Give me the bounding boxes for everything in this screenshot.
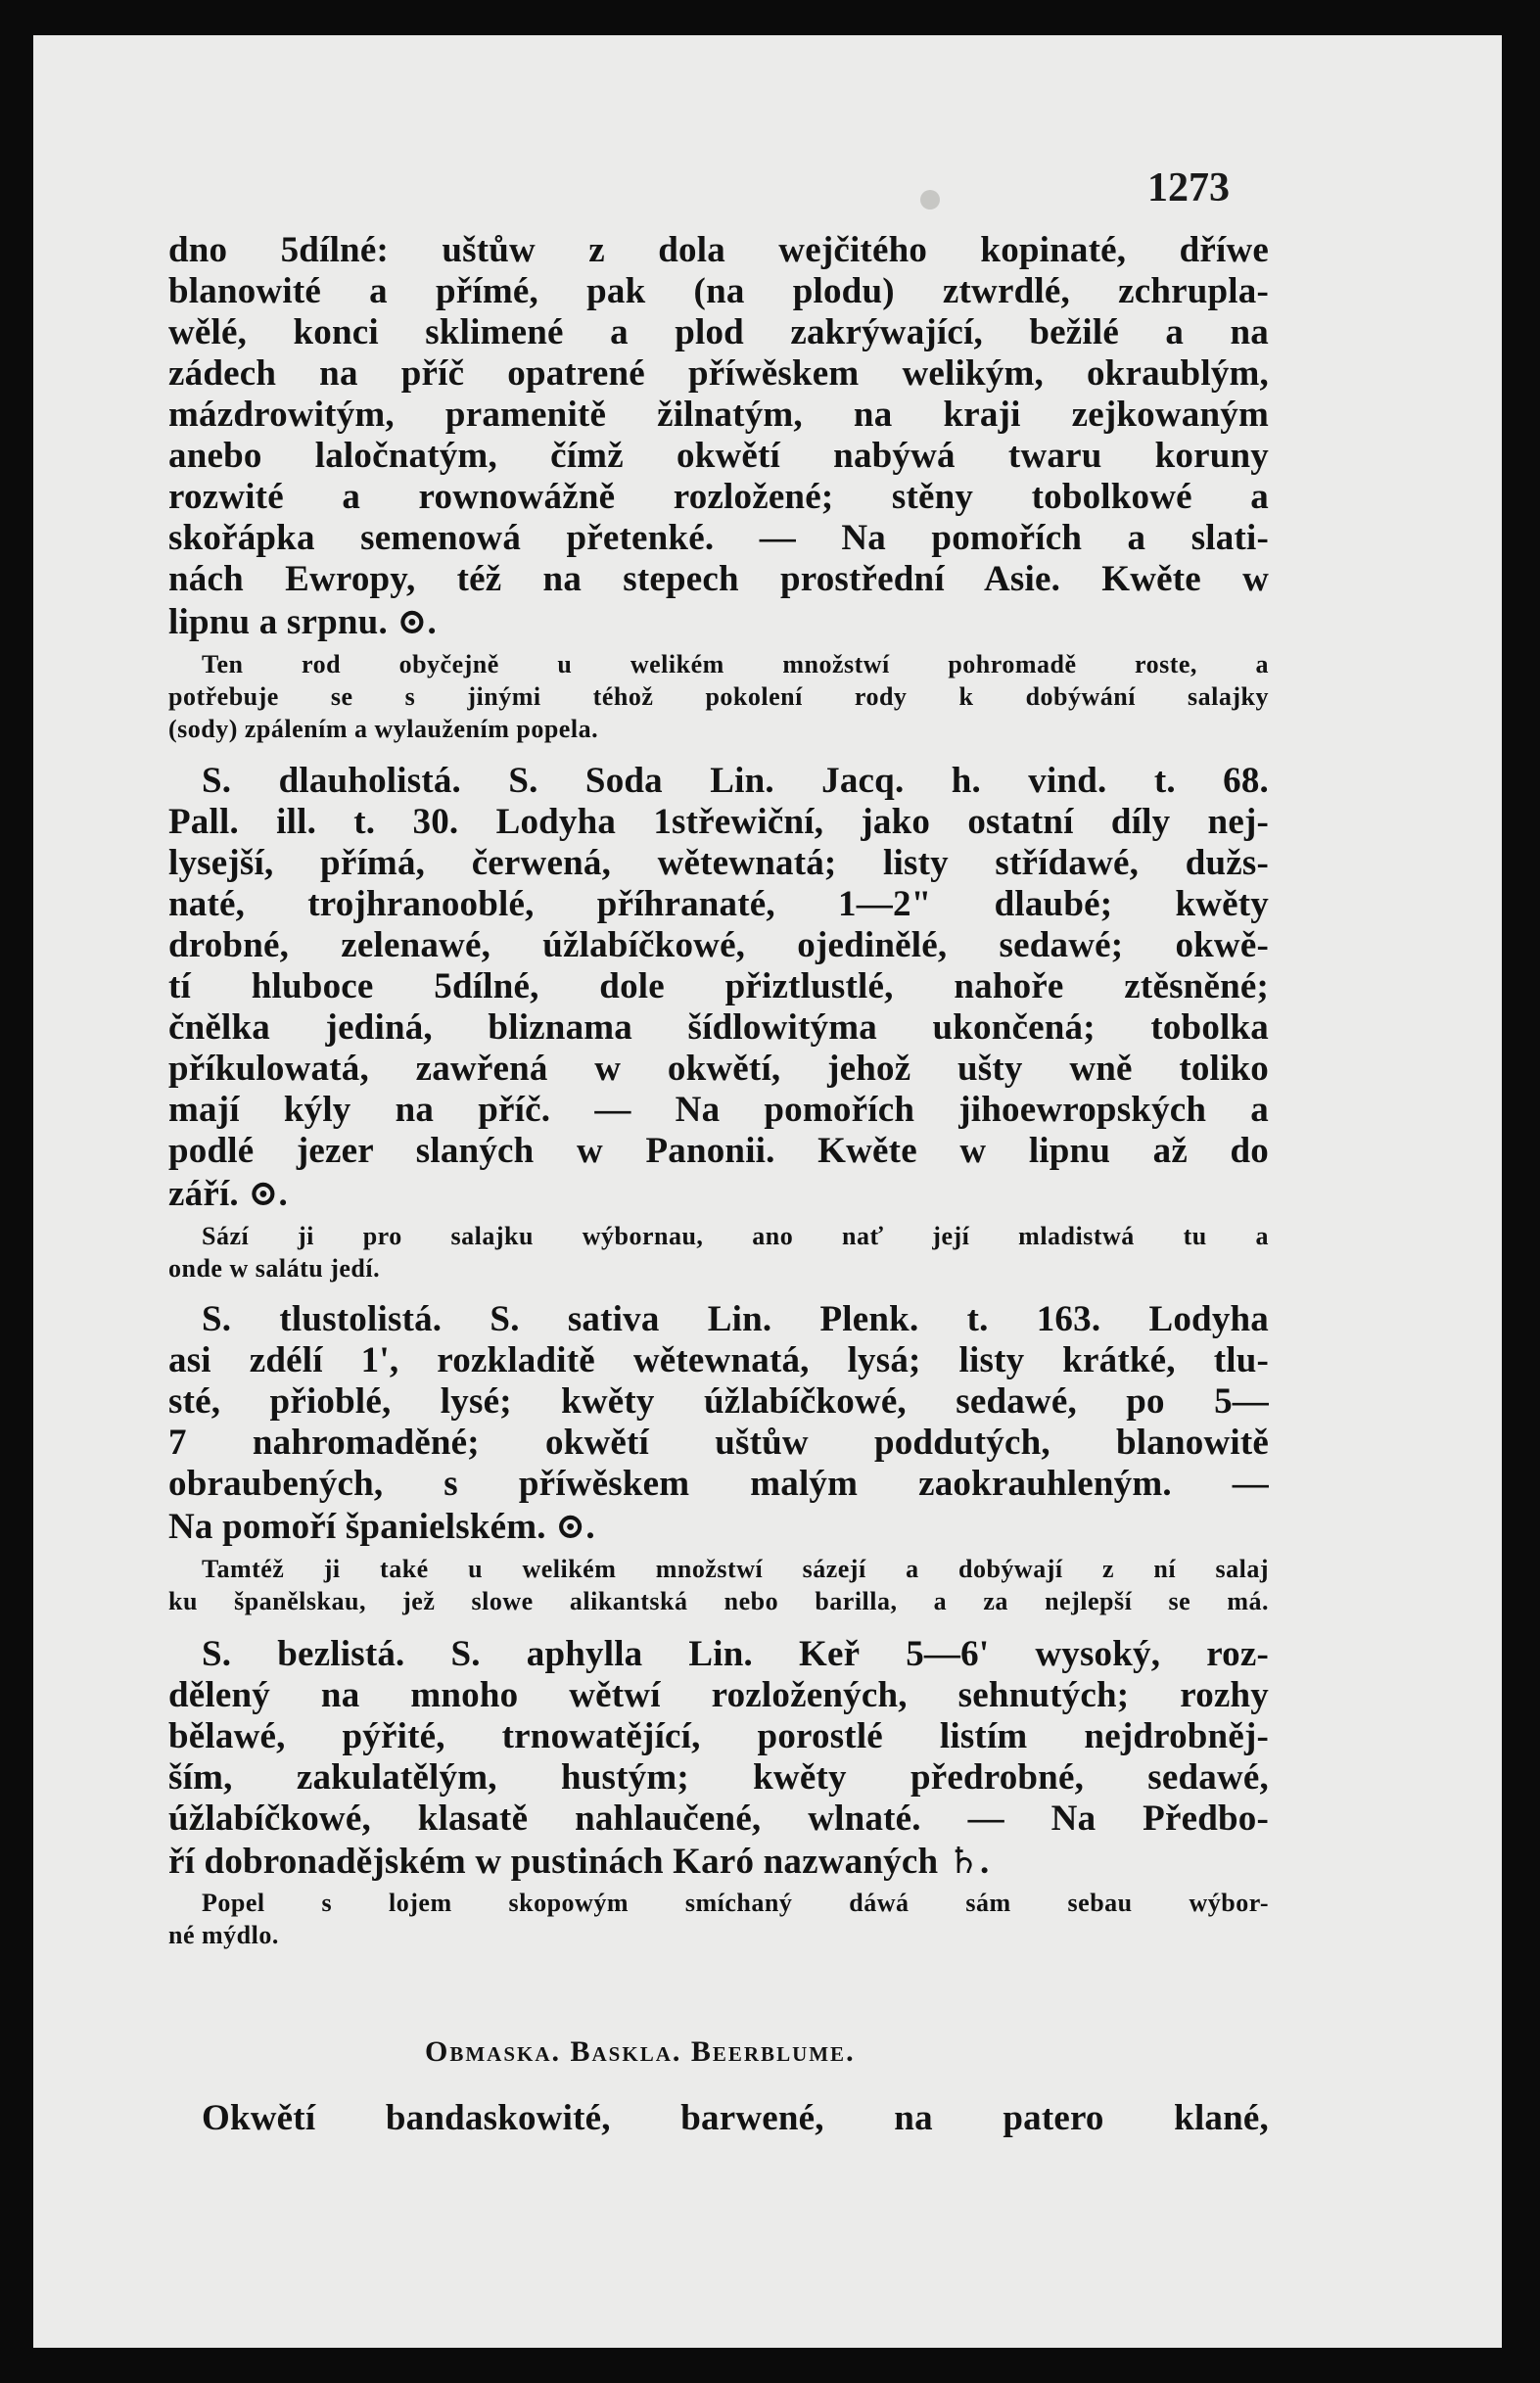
text-line: tí hluboce 5dílné, dole přiztlustlé, nahoře ztěsněné; — [168, 966, 1269, 1006]
section-heading: Obmaska. Baskla. Beerblume. — [425, 2035, 856, 2068]
text-line: mají kýly na příč. — Na pomořích jihoewropských a — [168, 1090, 1269, 1130]
species-line: S. tlustolistá. S. sativa Lin. Plenk. t. 163. Lodyha — [202, 1299, 1269, 1339]
note-line: potřebuje se s jinými téhož pokolení rody k dobýwání salajky — [168, 682, 1269, 711]
note-line: né mýdlo. — [168, 1921, 279, 1949]
note-line: Tamtéž ji také u welikém množstwí sázejí a dobýwají z ní salaj — [202, 1555, 1269, 1583]
text-line: září. ⊙. — [168, 1174, 288, 1214]
text-line: dělený na mnoho wětwí rozložených, sehnutých; rozhy — [168, 1675, 1269, 1715]
text-line: asi zdélí 1', rozkladitě wětewnatá, lysá; listy krátké, tlu- — [168, 1340, 1269, 1380]
text-line: zádech na příč opatrené příwěskem welikým, okraublým, — [168, 353, 1269, 394]
text-line: Pall. ill. t. 30. Lodyha 1střewiční, jako ostatní díly nej- — [168, 802, 1269, 842]
text-line: blanowité a přímé, pak (na plodu) ztwrdlé, zchrupla- — [168, 271, 1269, 311]
text-line: čnělka jediná, bliznama šídlowitýma ukončená; tobolka — [168, 1007, 1269, 1048]
text-line: dno 5dílné: uštůw z dola wejčitého kopinaté, dříwe — [168, 230, 1269, 270]
note-line: (sody) zpálením a wylaužením popela. — [168, 715, 599, 743]
text-line: lysejší, přímá, čerwená, wětewnatá; listy střídawé, dužs- — [168, 843, 1269, 883]
text-line: lipnu a srpnu. ⊙. — [168, 602, 437, 642]
note-line: onde w salátu jedí. — [168, 1254, 381, 1283]
text-line: sté, přioblé, lysé; kwěty úžlabíčkowé, sedawé, po 5— — [168, 1381, 1269, 1422]
note-line: ku španělskau, jež slowe alikantská nebo barilla, a za nejlepší se má. — [168, 1587, 1269, 1615]
note-line: Ten rod obyčejně u welikém množstwí pohromadě roste, a — [202, 650, 1269, 678]
species-line: S. bezlistá. S. aphylla Lin. Keř 5—6' wysoký, roz- — [202, 1634, 1269, 1674]
book-page — [33, 35, 1502, 2348]
text-line: naté, trojhranooblé, příhranaté, 1—2" dlaubé; kwěty — [168, 884, 1269, 924]
note-line: Popel s lojem skopowým smíchaný dáwá sám sebau wýbor- — [202, 1889, 1269, 1917]
text-line: drobné, zelenawé, úžlabíčkowé, ojedinělé, sedawé; okwě- — [168, 925, 1269, 965]
text-line: ším, zakulatělým, hustým; kwěty předrobné, sedawé, — [168, 1757, 1269, 1798]
text-line: rozwité a rownowážně rozložené; stěny tobolkowé a — [168, 477, 1269, 517]
text-line: mázdrowitým, pramenitě žilnatým, na kraji zejkowaným — [168, 395, 1269, 435]
text-line: obraubených, s příwěskem malým zaokrauhleným. — — [168, 1464, 1269, 1504]
text-line: anebo laločnatým, čímž okwětí nabýwá twaru koruny — [168, 436, 1269, 476]
text-line: bělawé, pýřité, trnowatějící, porostlé listím nejdrobněj- — [168, 1716, 1269, 1756]
text-line: 7 nahromaděné; okwětí uštůw poddutých, blanowitě — [168, 1423, 1269, 1463]
text-line: úžlabíčkowé, klasatě nahlaučené, wlnaté. — Na Předbo- — [168, 1799, 1269, 1839]
text-line: Okwětí bandaskowité, barwené, na patero klané, — [202, 2098, 1269, 2138]
stain-mark — [920, 190, 940, 210]
text-line: ří dobronadějském w pustinách Karó nazwaných ♄. — [168, 1842, 990, 1882]
page-number: 1273 — [1147, 165, 1230, 210]
species-line: S. dlauholistá. S. Soda Lin. Jacq. h. vind. t. 68. — [202, 761, 1269, 801]
text-line: skořápka semenowá přetenké. — Na pomořích a slati- — [168, 518, 1269, 558]
note-line: Sází ji pro salajku wýbornau, ano nať její mladistwá tu a — [202, 1222, 1269, 1250]
text-line: wělé, konci sklimené a plod zakrýwající, bežilé a na — [168, 312, 1269, 352]
text-line: příkulowatá, zawřená w okwětí, jehož ušty wně toliko — [168, 1049, 1269, 1089]
text-line: podlé jezer slaných w Panonii. Kwěte w lipnu až do — [168, 1131, 1269, 1171]
text-line: nách Ewropy, též na stepech prostřední Asie. Kwěte w — [168, 559, 1269, 599]
text-line: Na pomoří španielském. ⊙. — [168, 1507, 595, 1547]
